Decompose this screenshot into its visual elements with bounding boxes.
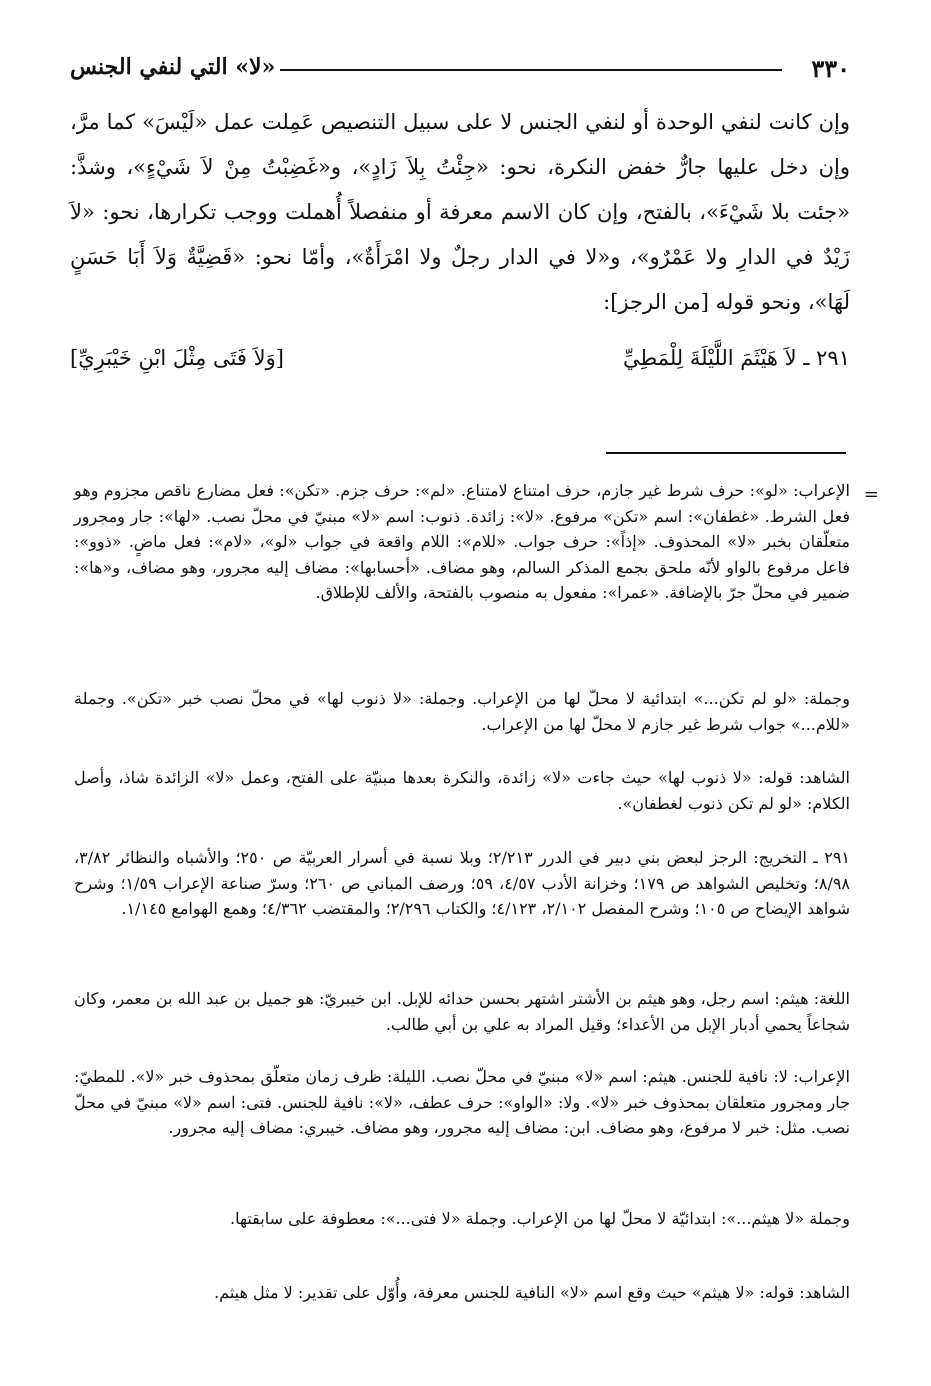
footnote-takhrij: ٢٩١ ـ التخريج: الرجز لبعض بني دبير في الدرر ٢/٢١٣؛ وبلا نسبة في أسرار العربيّة ص ٢٥٠؛ والأشباه والنظائر ٣/٨٢، ٨/٩٨؛ وتخليص الشواهد ص ١٧٩؛ وخزانة الأدب ٤/٥٧، ٥٩؛ ورصف المباني ص ٢٦٠؛ وسرّ صناعة الإعراب ١/٥٩؛ وشرح شواهد الإيضاح ص ١٠٥؛ وشرح المفصل ٢/١٠٢، ٤/١٢٣؛ والكتاب ٢/٢٩٦؛ والمقتضب ٤/٣٦٢؛ وهمع الهوامع ١/١٤٥. [74,848,851,918]
footnote-prev-jumal: وجملة: «لو لم تكن...» ابتدائية لا محلّ لها من الإعراب. وجملة: «لا ذنوب لها» في محلّ نصب خبر «تكن». وجملة «للام...» جواب شرط غير جازم لا محلّ لها من الإعراب. [74,689,851,734]
footnote-separator [606,452,846,454]
main-paragraph: وإن كانت لنفي الوحدة أو لنفي الجنس لا على سبيل التنصيص عَمِلت عمل «لَيْسَ» كما مرَّ، وإن دخل عليها جارٌّ خفض النكرة، نحو: «جِئْتُ بِلاَ زَادٍ»، و«غَضِبْتُ مِنْ لاَ شَيْءٍ»، وشذَّ: «جئت بلا شَيْءَ»، بالفتح، وإن كان الاسم معرفة أو منفصلاً أُهملت ووجب تكرارها، نحو: «لاَ زَيْدٌ في الدارِ ولا عَمْرٌو»، و«لا في الدار رجلٌ ولا امْرَأَةٌ»، وأمّا نحو: «قَضِيَّةٌ وَلاَ أَبَا حَسَنٍ لَهَا»، ونحو قوله [من الرجز]: [70,110,850,314]
verse-line [70,340,850,390]
main-text [70,100,850,325]
footnote-irab: الإعراب: لا: نافية للجنس. هيثم: اسم «لا» مبنيّ في محلّ نصب. الليلة: ظرف زمان متعلّق بمحذوف خبر «لا». للمطيّ: جار ومجرور متعلقان بمحذوف خبر «لا». ولا: «الواو»: حرف عطف، «لا»: نافية للجنس. فتى: اسم «لا» مبنيّ في محلّ نصب. مثل: خبر لا مرفوع، وهو مضاف. ابن: مضاف إليه مجرور، وهو مضاف. خيبري: مضاف إليه مجرور. [74,1067,850,1137]
footnote-shahid: الشاهد: قوله: «لا هيثم» حيث وقع اسم «لا» النافية للجنس معرفة، وأُوّل على تقدير: لا مثل هيثم. [214,1283,850,1302]
footnote-lugha: اللغة: هيثم: اسم رجل، وهو هيثم بن الأشتر اشتهر بحسن حدائه للإبل. ابن خيبريّ: هو جميل بن عبد الله بن معمر، وكان شجاعاً يحمي أدبار الإبل من الأعداء؛ وقيل المراد به علي بن أبي طالب. [74,989,850,1034]
footnote-jumal: وجملة «لا هيثم...»: ابتدائيّة لا محلّ لها من الإعراب. وجملة «لا فتى...»: معطوفة على سابقتها. [229,1209,850,1228]
running-title: «لا» التي لنفي الجنس [70,54,276,80]
footnote-prev-shahid: الشاهد: قوله: «لا ذنوب لها» حيث جاءت «لا» زائدة، والنكرة بعدها مبنيّة على الفتح، وعمل «لا» الزائدة شاذ، وأصل الكلام: «لو لم تكن ذنوب لغطفان». [74,768,850,813]
verse-first-hemistich: ٢٩١ ـ لاَ هَيْثَمَ اللَّيْلَةَ لِلْمَطِيِّ [622,346,850,370]
footnote-prev-irab: الإعراب: «لو»: حرف شرط غير جازم، حرف امتناع لامتناع. «لم»: حرف جزم. «تكن»: فعل مضارع ناقص مجزوم وهو فعل الشرط. «غطفان»: اسم «تكن» مرفوع. «لا»: زائدة. ذنوب: اسم «لا» مبنيّ في محلّ نصب. «لها»: جار ومجرور متعلّقان بخبر «لا» المحذوف. «إذاً»: حرف جواب. «للام»: اللام واقعة في جواب «لو»، «لام»: فعل ماضٍ. «ذوو»: فاعل مرفوع بالواو لأنّه ملحق بجمع المذكر السالم، وهو مضاف. «أحسابها»: مضاف إليه مجرور، وهو مضاف، و«ها»: ضمير في محلّ جرّ بالإضافة. «عمرا»: مفعول به منصوب بالفتحة، والألف للإطلاق. [74,481,851,602]
continuation-mark: = [863,484,879,505]
page-header [70,54,850,88]
verse-second-hemistich: [وَلاَ فَتَى مِثْلَ ابْنِ خَيْبَرِيِّ] [70,346,284,370]
header-rule [280,69,782,71]
page-number: ٣٣٠ [811,54,850,83]
